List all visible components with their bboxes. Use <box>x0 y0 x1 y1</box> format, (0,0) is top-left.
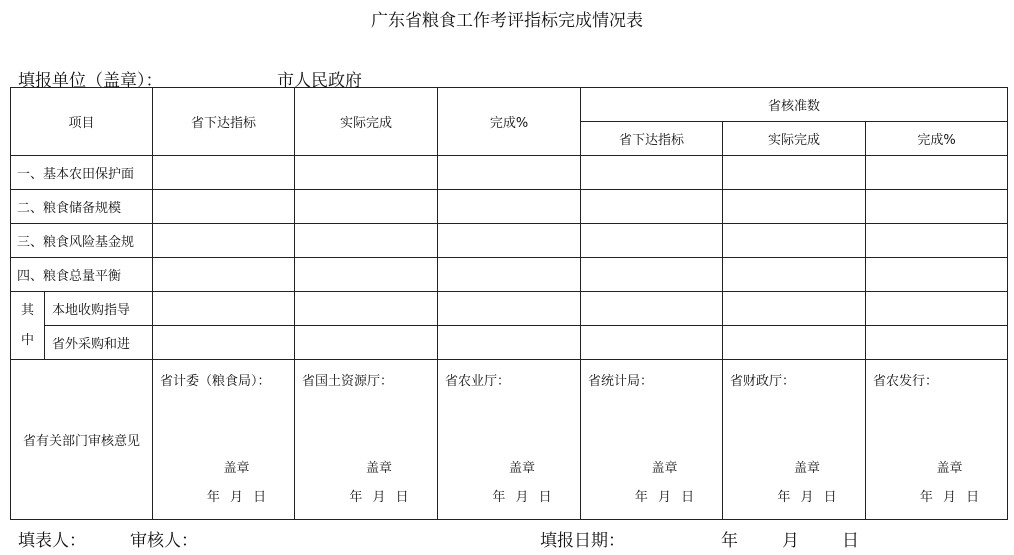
seal-label: 盖章 <box>651 461 678 476</box>
cell[interactable] <box>295 258 438 292</box>
cell[interactable] <box>866 292 1008 326</box>
dept-name: 省财政厅： <box>730 374 796 389</box>
cell[interactable] <box>866 224 1008 258</box>
dept-cell-planning[interactable] <box>153 360 295 520</box>
of-which-label <box>11 292 45 360</box>
seal-label: 盖章 <box>936 461 963 476</box>
cell[interactable] <box>723 326 866 360</box>
cell[interactable] <box>438 326 581 360</box>
header-verified-target: 省下达指标 <box>581 122 723 156</box>
table-row <box>11 326 1008 360</box>
header-verified-percent: 完成% <box>866 122 1008 156</box>
seal-label: 盖章 <box>794 461 821 476</box>
dept-cell-land[interactable] <box>295 360 438 520</box>
cell[interactable] <box>866 258 1008 292</box>
cell[interactable] <box>153 156 295 190</box>
dept-cell-statistics[interactable] <box>581 360 723 520</box>
cell[interactable] <box>295 326 438 360</box>
reporting-unit-value: 市人民政府 <box>277 71 362 91</box>
filler-label: 填表人： <box>18 531 86 551</box>
dept-cell-agri-dev-bank[interactable] <box>866 360 1008 520</box>
fill-date-label: 填报日期： <box>540 531 625 551</box>
dept-name: 省统计局： <box>588 374 654 389</box>
date-label: 年 月 日 <box>492 490 552 505</box>
cell[interactable] <box>581 224 723 258</box>
cell[interactable] <box>153 326 295 360</box>
cell[interactable] <box>295 156 438 190</box>
review-row <box>11 360 1008 520</box>
cell[interactable] <box>295 292 438 326</box>
year-label: 年 <box>721 531 738 551</box>
cell[interactable] <box>581 258 723 292</box>
cell[interactable] <box>581 292 723 326</box>
evaluation-table <box>10 87 1008 520</box>
cell[interactable] <box>153 292 295 326</box>
date-label: 年 月 日 <box>777 490 837 505</box>
cell[interactable] <box>723 258 866 292</box>
date-label: 年 月 日 <box>919 490 980 505</box>
cell[interactable] <box>438 224 581 258</box>
cell[interactable] <box>581 156 723 190</box>
header-actual: 实际完成 <box>295 88 438 156</box>
dept-cell-agriculture[interactable] <box>438 360 581 520</box>
header-verified-group: 省核准数 <box>581 88 1008 122</box>
cell[interactable] <box>581 326 723 360</box>
cell[interactable] <box>295 224 438 258</box>
table-row <box>11 292 1008 326</box>
date-label: 年 月 日 <box>634 490 695 505</box>
cell[interactable] <box>438 292 581 326</box>
reviewer-label: 审核人： <box>130 531 198 551</box>
cell[interactable] <box>438 190 581 224</box>
header-province-target: 省下达指标 <box>153 88 295 156</box>
table-row <box>11 156 1008 190</box>
table-row <box>11 258 1008 292</box>
header-item: 项目 <box>11 88 153 156</box>
header-percent: 完成% <box>438 88 581 156</box>
row-label-grain-reserve: 二、粮食储备规模 <box>11 190 153 224</box>
table-row <box>11 190 1008 224</box>
dept-name: 省农业厅： <box>445 374 511 389</box>
cell[interactable] <box>153 224 295 258</box>
table-row <box>11 224 1008 258</box>
review-label: 省有关部门审核意见 <box>11 360 153 520</box>
cell[interactable] <box>438 156 581 190</box>
cell[interactable] <box>723 224 866 258</box>
of-which-char-1: 其 <box>20 302 34 318</box>
dept-name: 省国土资源厅： <box>302 374 394 389</box>
cell[interactable] <box>723 292 866 326</box>
cell[interactable] <box>153 190 295 224</box>
cell[interactable] <box>153 258 295 292</box>
cell[interactable] <box>866 190 1008 224</box>
date-label: 年 月 日 <box>349 490 409 505</box>
seal-label: 盖章 <box>366 461 393 476</box>
row-label-outside-purchase: 省外采购和进 <box>45 326 153 360</box>
row-label-risk-fund: 三、粮食风险基金规 <box>11 224 153 258</box>
month-label: 月 <box>782 531 799 551</box>
cell[interactable] <box>866 326 1008 360</box>
row-label-local-purchase: 本地收购指导 <box>45 292 153 326</box>
cell[interactable] <box>723 190 866 224</box>
row-label-total-balance: 四、粮食总量平衡 <box>11 258 153 292</box>
seal-label: 盖章 <box>509 461 536 476</box>
form-title: 广东省粮食工作考评指标完成情况表 <box>371 11 643 31</box>
cell[interactable] <box>438 258 581 292</box>
seal-label: 盖章 <box>223 461 250 476</box>
day-label: 日 <box>842 531 859 551</box>
header-verified-actual: 实际完成 <box>723 122 866 156</box>
date-label: 年 月 日 <box>206 490 267 505</box>
of-which-char-2: 中 <box>20 332 34 348</box>
row-label-farmland: 一、基本农田保护面 <box>11 156 153 190</box>
cell[interactable] <box>581 190 723 224</box>
dept-cell-finance[interactable] <box>723 360 866 520</box>
cell[interactable] <box>866 156 1008 190</box>
dept-name: 省计委（粮食局）： <box>160 374 271 389</box>
reporting-unit-label: 填报单位（盖章）： <box>18 71 163 91</box>
cell[interactable] <box>723 156 866 190</box>
dept-name: 省农发行： <box>873 374 939 389</box>
cell[interactable] <box>295 190 438 224</box>
